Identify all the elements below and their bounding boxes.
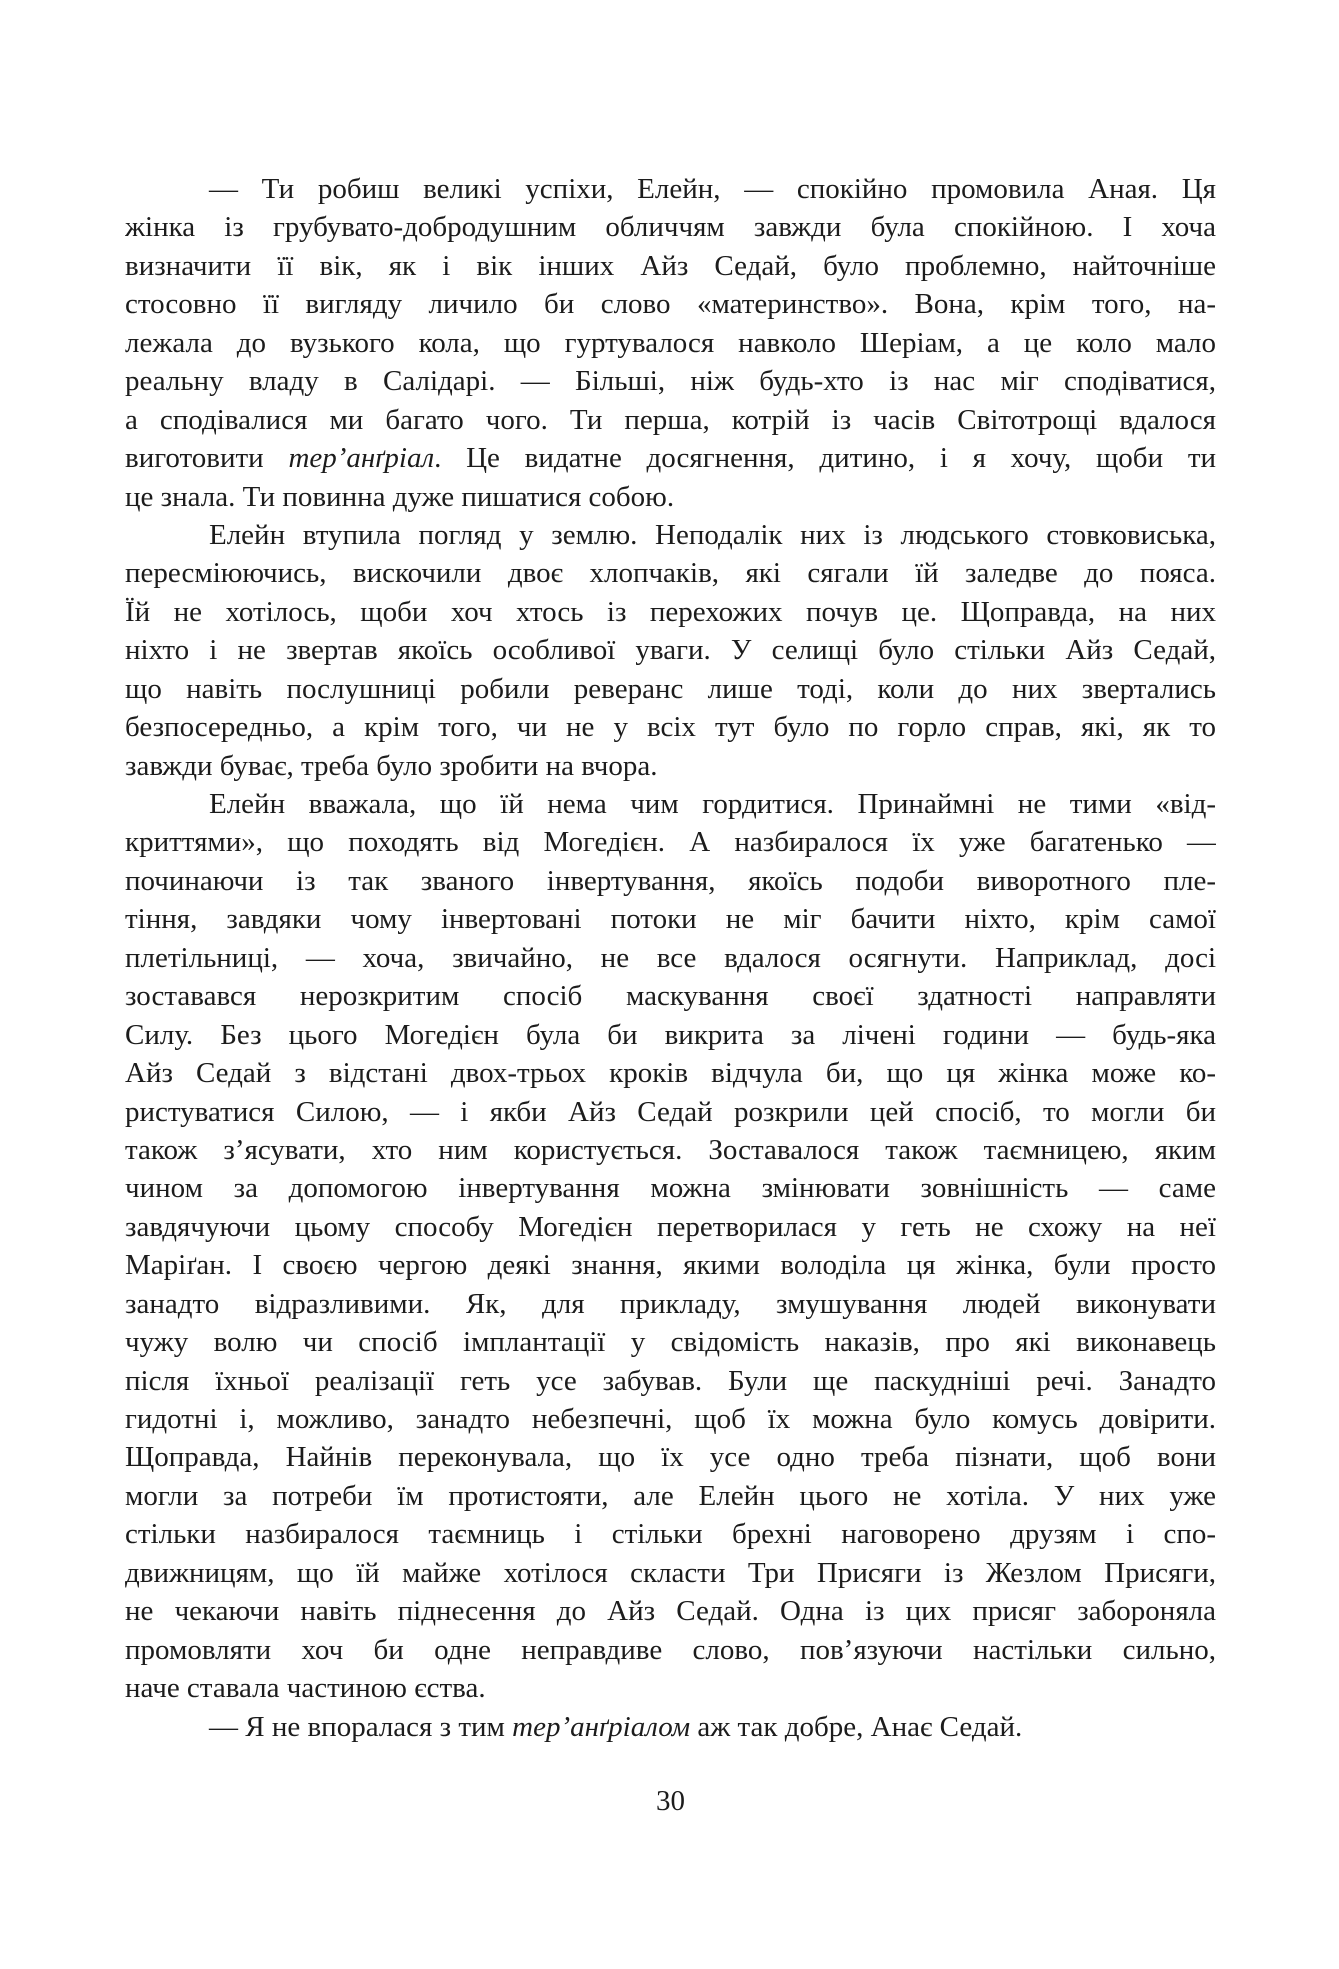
- text-run: реальну владу в Салідарі. — Більші, ніж будь-хто із нас міг сподіватися,: [125, 365, 1216, 398]
- text-run: безпосередньо, а крім того, чи не у всіх тут було по горло справ, які, як то: [125, 711, 1216, 744]
- text-run: виготовити: [125, 442, 289, 475]
- text-run: промовляти хоч би одне неправдиве слово, пов’язуючи настільки сильно,: [125, 1633, 1216, 1666]
- text-line: [125, 1631, 1216, 1669]
- text-run: Їй не хотілось, щоби хоч хтось із перехожих почув це. Щоправда, на них: [125, 595, 1216, 628]
- text-line: [125, 478, 1216, 516]
- text-line: [125, 285, 1216, 323]
- page-text: [125, 170, 1216, 1746]
- text-line: [125, 1515, 1216, 1553]
- text-line: [125, 670, 1216, 708]
- text-run: аж так добре, Анає Седай.: [690, 1710, 1023, 1743]
- text-run: ніхто і не звертав якоїсь особливої уваги. У селищі було стільки Айз Седай,: [125, 634, 1216, 667]
- text-line: [125, 708, 1216, 746]
- text-run: Елейн вважала, що їй нема чим гордитися. Принаймні не тими «від-: [209, 788, 1216, 820]
- text-line: [125, 1438, 1216, 1476]
- text-line: [125, 785, 1216, 823]
- text-run: чином за допомогою інвертування можна змінювати зовнішність — саме: [125, 1172, 1216, 1205]
- text-line: [125, 516, 1216, 554]
- text-run: гидотні і, можливо, занадто небезпечні, щоб їх можна було комусь довірити.: [125, 1403, 1216, 1435]
- text-line: [125, 324, 1216, 362]
- text-line: [125, 900, 1216, 938]
- text-run: — Я не впоралася з тим: [209, 1710, 513, 1743]
- text-run: лежала до вузького кола, що гуртувалося навколо Шеріам, а це коло мало: [125, 326, 1216, 359]
- text-line: [125, 208, 1216, 246]
- text-run: Айз Седай з відстані двох-трьох кроків відчула би, що ця жінка може ко-: [125, 1057, 1216, 1090]
- text-run: Елейн втупила погляд у землю. Неподалік них із людського стовковиська,: [209, 518, 1216, 551]
- text-line: [125, 823, 1216, 861]
- text-line: [125, 170, 1216, 208]
- text-line: [125, 1016, 1216, 1054]
- text-run: не чекаючи навіть піднесення до Айз Седай. Одна із цих присяг забороняла: [125, 1595, 1216, 1628]
- text-line: [125, 1669, 1216, 1707]
- text-line: [125, 1554, 1216, 1592]
- page-number: 30: [656, 1785, 685, 1817]
- text-run: жінка із грубувато-добродушним обличчям завжди була спокійною. І хоча: [125, 211, 1216, 244]
- text-run: завдячуючи цьому способу Могедієн перетворилася у геть не схожу на неї: [125, 1210, 1216, 1243]
- text-run: ристуватися Силою, — і якби Айз Седай розкрили цей спосіб, то могли би: [125, 1095, 1216, 1128]
- text-run: що навіть послушниці робили реверанс лише тоді, коли до них звертались: [125, 672, 1216, 705]
- text-line: [125, 1323, 1216, 1361]
- text-run: криттями», що походять від Могедієн. А назбиралося їх уже багатенько —: [125, 826, 1216, 859]
- text-run: движницям, що їй майже хотілося скласти Три Присяги із Жезлом Присяги,: [125, 1556, 1216, 1589]
- italic-term: тер’анґріал: [288, 442, 435, 475]
- text-line: [125, 439, 1216, 477]
- text-line: [125, 939, 1216, 977]
- text-line: [125, 1093, 1216, 1131]
- text-line: [125, 977, 1216, 1015]
- text-run: чужу волю чи спосіб імплантації у свідомість наказів, про які виконавець: [125, 1326, 1216, 1359]
- text-run: це знала. Ти повинна дуже пишатися собою.: [125, 480, 675, 513]
- text-run: також з’ясувати, хто ним користується. Зоставалося також таємницею, яким: [125, 1133, 1216, 1166]
- text-line: [125, 1054, 1216, 1092]
- text-line: [125, 401, 1216, 439]
- text-run: зоставався нерозкритим спосіб маскування своєї здатності направляти: [125, 980, 1216, 1013]
- text-run: стільки назбиралося таємниць і стільки брехні наговорено друзям і спо-: [125, 1518, 1216, 1551]
- text-run: завжди буває, треба було зробити на вчора.: [125, 749, 658, 782]
- text-line: [125, 1246, 1216, 1284]
- text-run: плетільниці, — хоча, звичайно, не все вдалося осягнути. Наприклад, досі: [125, 941, 1216, 974]
- italic-term: тер’анґріалом: [512, 1710, 691, 1743]
- text-line: [125, 747, 1216, 785]
- text-line: [125, 1285, 1216, 1323]
- text-run: занадто відразливими. Як, для прикладу, змушування людей виконувати: [125, 1287, 1216, 1320]
- text-line: [125, 1477, 1216, 1515]
- text-line: [125, 247, 1216, 285]
- text-line: [125, 593, 1216, 631]
- text-run: тіння, завдяки чому інвертовані потоки не міг бачити ніхто, крім самої: [125, 903, 1216, 936]
- text-run: Щоправда, Найнів переконувала, що їх усе одно треба пізнати, щоб вони: [125, 1441, 1216, 1474]
- text-run: після їхньої реалізації геть усе забував. Були ще паскудніші речі. Занадто: [125, 1364, 1216, 1397]
- text-run: пересміюючись, вискочили двоє хлопчаків, які сягали їй заледве до пояса.: [125, 557, 1216, 590]
- text-run: — Ти робиш великі успіхи, Елейн, — спокійно промовила Аная. Ця: [209, 173, 1216, 205]
- text-line: [125, 362, 1216, 400]
- text-run: а сподівалися ми багато чого. Ти перша, котрій із часів Світотрощі вдалося: [125, 403, 1216, 436]
- text-run: стосовно її вигляду личило би слово «материнство». Вона, крім того, на-: [125, 288, 1216, 321]
- text-run: Маріґан. І своєю чергою деякі знання, якими володіла ця жінка, були просто: [125, 1249, 1216, 1282]
- text-line: [125, 1362, 1216, 1400]
- text-line: [125, 1400, 1216, 1438]
- text-run: . Це видатне досягнення, дитино, і я хочу, щоби ти: [434, 442, 1216, 475]
- text-line: [125, 862, 1216, 900]
- text-line: [125, 1208, 1216, 1246]
- text-run: могли за потреби їм протистояти, але Елейн цього не хотіла. У них уже: [125, 1479, 1216, 1512]
- text-line: [125, 1708, 1216, 1746]
- text-run: визначити її вік, як і вік інших Айз Седай, було проблемно, найточніше: [125, 249, 1216, 282]
- text-line: [125, 1131, 1216, 1169]
- text-line: [125, 1169, 1216, 1207]
- text-line: [125, 1592, 1216, 1630]
- text-line: [125, 554, 1216, 592]
- text-run: починаючи із так званого інвертування, якоїсь подоби виворотного пле-: [125, 864, 1216, 897]
- text-run: наче ставала частиною єства.: [125, 1672, 486, 1705]
- text-run: Силу. Без цього Могедієн була би викрита за лічені години — будь-яка: [125, 1018, 1216, 1051]
- text-line: [125, 631, 1216, 669]
